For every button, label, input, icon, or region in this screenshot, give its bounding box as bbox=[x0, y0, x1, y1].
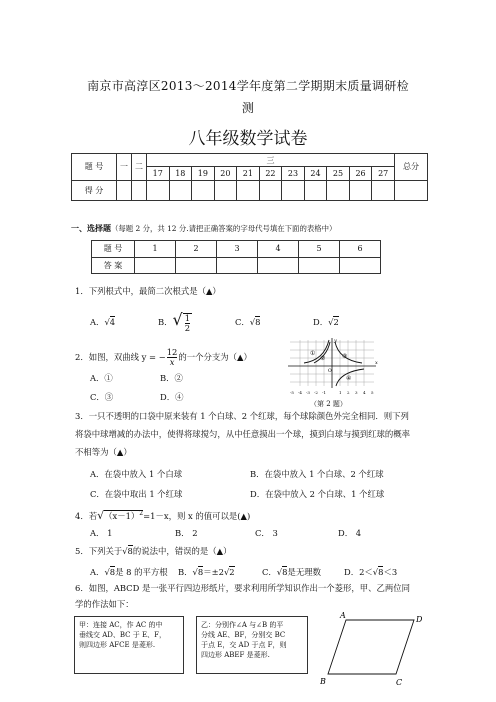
option-text: 是 8 的平方根 bbox=[115, 567, 168, 577]
score-table-sub: 21 bbox=[237, 167, 260, 180]
question-5-option-b bbox=[178, 566, 235, 578]
figure-caption: （第 2 题） bbox=[310, 400, 347, 408]
fraction bbox=[167, 348, 178, 367]
answer-table-number: 3 bbox=[217, 241, 258, 258]
answer-cell[interactable] bbox=[299, 257, 340, 274]
parallelogram-abcd bbox=[328, 620, 414, 674]
score-table-col-total: 总分 bbox=[395, 154, 428, 181]
question-4-stem bbox=[75, 508, 250, 522]
question-4-option-a: A． 1 bbox=[90, 528, 113, 538]
answer-table-label-question: 题 号 bbox=[92, 241, 135, 258]
question-4-stem-pre: 4．若 bbox=[75, 510, 98, 521]
sqrt-symbol: √ bbox=[192, 567, 198, 577]
question-3-option-d: D．在袋中放入 2 个白球、1 个红球 bbox=[250, 489, 385, 499]
branch-label: ④ bbox=[346, 375, 352, 382]
radicand: 8 bbox=[109, 567, 116, 577]
option-label: C． bbox=[262, 567, 277, 577]
sqrt-symbol: √ bbox=[249, 317, 256, 327]
score-table-sub: 23 bbox=[282, 167, 305, 180]
question-3-line-2: 将袋中球增减的办法中，使得将球搅匀，从中任意摸出一个球，摸到白球与摸到红球的概率 bbox=[75, 429, 410, 439]
score-table bbox=[71, 153, 428, 201]
question-5-option-d bbox=[344, 566, 397, 578]
radicand: 8 bbox=[255, 317, 261, 327]
score-table-label-question: 题 号 bbox=[72, 154, 117, 181]
score-table-col-three: 三 bbox=[147, 154, 395, 167]
score-cell bbox=[259, 180, 282, 200]
exponent: 2 bbox=[139, 510, 144, 517]
score-cell bbox=[214, 180, 237, 200]
question-1-stem: 1．下列根式中，最简二次根式是（▲） bbox=[75, 286, 221, 296]
question-2-option-a: A．① bbox=[90, 373, 113, 383]
score-table-sub: 20 bbox=[214, 167, 237, 180]
score-cell bbox=[147, 180, 170, 200]
answer-table bbox=[91, 240, 381, 274]
method-yi-line: 分线 AE、BF，分别交 BC bbox=[201, 631, 286, 639]
option-text: 是无理数 bbox=[287, 567, 321, 577]
option-label: B． bbox=[158, 317, 173, 327]
option-label: B． bbox=[178, 567, 193, 577]
score-table-sub: 27 bbox=[372, 167, 395, 180]
score-table-col-two: 二 bbox=[132, 154, 147, 181]
section-heading-note: （每题 2 分，共 12 分.请把正确答案的字母代号填在下面的表格中） bbox=[111, 224, 337, 233]
branch-label: ② bbox=[320, 355, 326, 362]
answer-cell[interactable] bbox=[258, 257, 299, 274]
answer-table-number: 2 bbox=[176, 241, 217, 258]
option-label: C． bbox=[235, 317, 250, 327]
question-3-line-3: 不相等为（▲） bbox=[75, 447, 132, 457]
answer-cell[interactable] bbox=[135, 257, 176, 274]
sqrt-symbol: √ bbox=[104, 317, 110, 327]
radicand-text: （x－1） bbox=[104, 510, 140, 521]
answer-table-number: 5 bbox=[299, 241, 340, 258]
radicand: 2 bbox=[333, 317, 339, 327]
question-3-option-a: A．在袋中放入 1 个白球 bbox=[90, 469, 183, 479]
answer-table-label-answer: 答 案 bbox=[92, 257, 135, 274]
score-cell bbox=[169, 180, 192, 200]
question-1-option-d bbox=[313, 316, 339, 328]
fraction-numerator: 1 bbox=[184, 312, 191, 323]
x-tick: -1 bbox=[322, 390, 326, 395]
score-cell bbox=[372, 180, 395, 200]
question-6-line-1: 6．如图，ABCD 是一张平行四边形纸片，要求利用所学知识作出一个菱形，甲、乙两位同 bbox=[75, 583, 410, 593]
score-cell bbox=[192, 180, 215, 200]
question-2-option-c: C．③ bbox=[90, 392, 114, 402]
score-cell bbox=[117, 180, 132, 200]
question-5-stem-pre: 5．下列关于 bbox=[75, 546, 123, 556]
hyperbola-graph bbox=[284, 336, 380, 398]
parallelogram-figure bbox=[320, 610, 430, 688]
method-jia-box bbox=[74, 616, 184, 674]
option-label: D． bbox=[313, 317, 329, 327]
radicand: 8 bbox=[378, 567, 384, 577]
option-text: ＝±2 bbox=[203, 567, 224, 577]
option-text: ＜3 bbox=[383, 567, 398, 577]
sqrt-symbol: √ bbox=[328, 317, 334, 327]
fraction bbox=[183, 313, 192, 333]
question-5-option-c bbox=[262, 566, 321, 578]
question-1-option-c bbox=[235, 316, 260, 328]
x-tick: -3 bbox=[306, 390, 310, 395]
option-label: A． bbox=[90, 567, 105, 577]
question-4-option-b: B． 2 bbox=[175, 528, 198, 538]
question-2-option-b: B．② bbox=[160, 373, 183, 383]
question-6-line-2: 学的作法如下： bbox=[75, 599, 134, 609]
sqrt-symbol: √ bbox=[104, 567, 110, 577]
radicand: 8 bbox=[197, 567, 204, 577]
method-yi-line: 四边形 ABEF 是菱形. bbox=[201, 651, 270, 659]
answer-table-number: 1 bbox=[135, 241, 176, 258]
option-label: D．2＜ bbox=[344, 567, 373, 577]
x-tick: -2 bbox=[314, 390, 318, 395]
method-yi-box bbox=[196, 616, 308, 674]
radicand: 8 bbox=[282, 567, 288, 577]
sqrt-symbol: √ bbox=[223, 567, 230, 577]
answer-table-number: 4 bbox=[258, 241, 299, 258]
fraction-denominator: x bbox=[169, 357, 175, 367]
answer-table-number: 6 bbox=[340, 241, 381, 258]
score-table-sub: 26 bbox=[349, 167, 372, 180]
method-jia-line: 甲：连接 AC，作 AC 的中 bbox=[79, 621, 163, 629]
question-5-stem-post: 的说法中，错误的是（▲） bbox=[132, 546, 232, 556]
score-cell bbox=[349, 180, 372, 200]
question-4-stem-post: =1－x，则 x 的值可以是(▲) bbox=[143, 510, 251, 521]
page-title: 南京市高淳区2013～2014学年度第二学期期末质量调研检 bbox=[87, 79, 409, 93]
y-axis-label: y bbox=[334, 338, 337, 344]
section-heading bbox=[71, 222, 336, 235]
score-table-sub: 25 bbox=[327, 167, 350, 180]
question-2-stem bbox=[75, 348, 252, 367]
question-1-option-b bbox=[158, 310, 192, 333]
score-table-sub: 22 bbox=[259, 167, 282, 180]
x-tick: 1 bbox=[339, 390, 342, 395]
x-tick: 4 bbox=[363, 390, 366, 395]
branch-3 bbox=[335, 342, 362, 363]
x-tick: 2 bbox=[347, 390, 350, 395]
fraction-denominator: 2 bbox=[184, 322, 191, 333]
question-2-stem-pre: 2．如图，双曲线 y = − bbox=[75, 352, 166, 362]
branch-label: ① bbox=[310, 350, 316, 357]
origin-label: O bbox=[328, 369, 332, 374]
score-cell bbox=[395, 180, 428, 200]
score-table-sub: 17 bbox=[147, 167, 170, 180]
score-table-sub: 19 bbox=[192, 167, 215, 180]
option-label: A． bbox=[90, 317, 105, 327]
x-tick: 3 bbox=[355, 390, 358, 395]
question-4-option-c: C． 3 bbox=[255, 528, 278, 538]
radicand: 4 bbox=[109, 317, 116, 327]
radicand bbox=[104, 510, 143, 521]
score-cell bbox=[132, 180, 147, 200]
method-yi-line: 于点 E，交 AD 于点 F，则 bbox=[201, 641, 287, 649]
score-cell bbox=[237, 180, 260, 200]
score-table-sub: 24 bbox=[304, 167, 327, 180]
score-cell bbox=[327, 180, 350, 200]
question-1-option-a bbox=[90, 316, 115, 328]
question-5-stem bbox=[75, 545, 231, 557]
question-3-option-c: C．在袋中取出 1 个红球 bbox=[90, 489, 183, 499]
sqrt-symbol: √ bbox=[172, 310, 183, 329]
score-cell bbox=[304, 180, 327, 200]
answer-cell[interactable] bbox=[340, 257, 381, 274]
branch-label: ③ bbox=[342, 353, 348, 360]
section-heading-title: 一、选择题 bbox=[71, 223, 111, 233]
question-2-stem-post: 的一个分支为（▲） bbox=[178, 352, 252, 362]
question-4-option-d: D． 4 bbox=[338, 528, 362, 538]
answer-cell[interactable] bbox=[217, 257, 258, 274]
score-table-label-score: 得 分 bbox=[72, 180, 117, 200]
question-3-option-b: B．在袋中放入 1 个白球、2 个红球 bbox=[250, 469, 384, 479]
sqrt-symbol: √ bbox=[372, 567, 379, 577]
vertex-label-d: D bbox=[416, 615, 423, 624]
page-title-continued: 测 bbox=[241, 101, 255, 115]
answer-cell[interactable] bbox=[176, 257, 217, 274]
sqrt-symbol: √ bbox=[97, 508, 105, 522]
sqrt-symbol: √ bbox=[122, 546, 128, 556]
sqrt-symbol: √ bbox=[276, 567, 283, 577]
question-5-option-a bbox=[90, 566, 168, 578]
vertex-label-b: B bbox=[320, 677, 326, 686]
score-table-col-one: 一 bbox=[117, 154, 132, 181]
vertex-label-a: A bbox=[340, 611, 346, 620]
method-jia-line: 则四边形 AFCE 是菱形. bbox=[79, 641, 156, 649]
question-3-line-1: 3．一只不透明的口袋中原来装有 1 个白球、2 个红球，每个球除颜色外完全相同．则下列 bbox=[75, 411, 409, 421]
method-yi-line: 乙：分别作∠A 与∠B 的平 bbox=[201, 621, 284, 629]
question-2-option-d: D．④ bbox=[160, 392, 184, 402]
score-table-sub: 18 bbox=[169, 167, 192, 180]
x-axis-label: x bbox=[375, 360, 378, 366]
score-cell bbox=[282, 180, 305, 200]
x-tick: -4 bbox=[298, 390, 302, 395]
vertex-label-c: C bbox=[396, 678, 403, 687]
radicand: 2 bbox=[229, 567, 235, 577]
method-jia-line: 垂线交 AD、BC 于 E、F， bbox=[79, 631, 166, 639]
x-tick: -5 bbox=[290, 390, 294, 395]
x-tick: 5 bbox=[371, 390, 374, 395]
fraction-numerator: 12 bbox=[166, 347, 178, 357]
page-subtitle: 八年级数学试卷 bbox=[188, 129, 308, 149]
radicand: 8 bbox=[127, 546, 133, 556]
